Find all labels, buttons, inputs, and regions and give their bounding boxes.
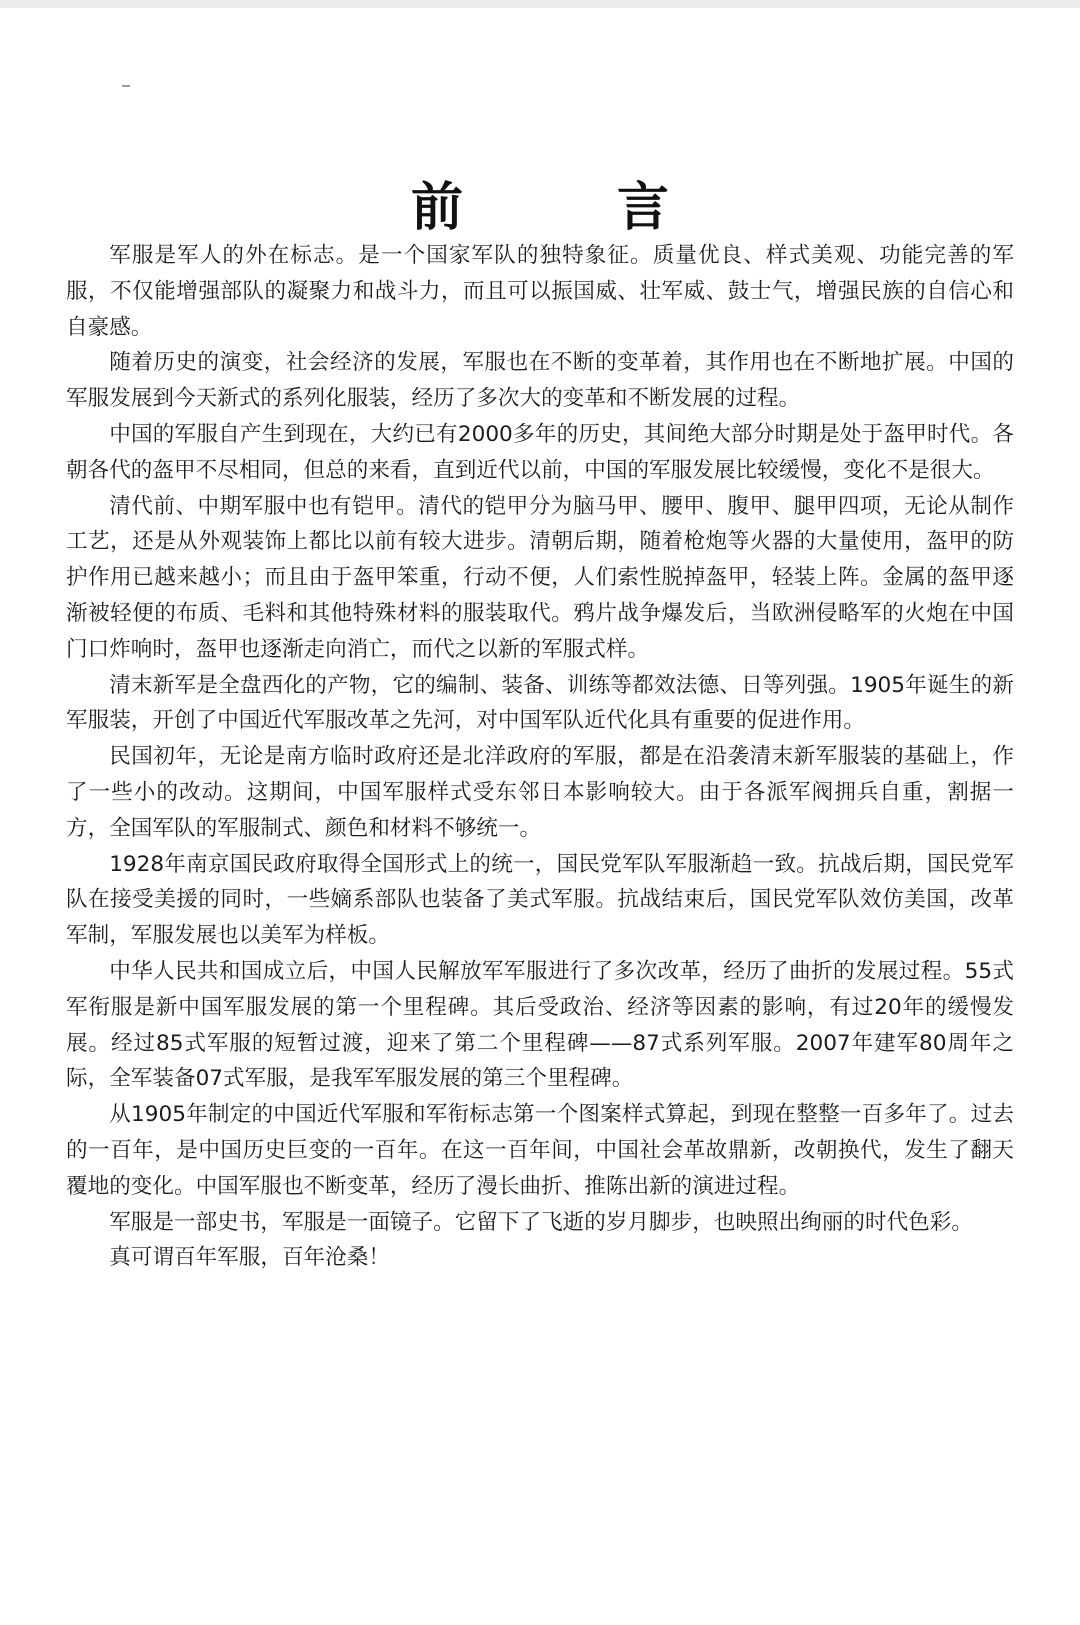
paragraph: 随着历史的演变，社会经济的发展，军服也在不断的变革着，其作用也在不断地扩展。中国的军服发展到今天新式的系列化服装，经历了多次大的变革和不断发展的过程。 bbox=[66, 350, 1014, 412]
preface-body bbox=[66, 238, 1014, 1276]
paragraph: 军服是一部史书，军服是一面镜子。它留下了飞逝的岁月脚步，也映照出绚丽的时代色彩。 bbox=[109, 1209, 973, 1235]
paragraph: 中国的军服自产生到现在，大约已有2000多年的历史，其间绝大部分时期是处于盔甲时代。各朝各代的盔甲不尽相同，但总的来看，直到近代以前，中国的军服发展比较缓慢，变化不是很大。 bbox=[66, 421, 1014, 483]
paragraph: 军服是军人的外在标志。是一个国家军队的独特象征。质量优良、样式美观、功能完善的军服，不仅能增强部队的凝聚力和战斗力，而且可以振国威、壮军威、鼓士气，增强民族的自信心和自豪感。 bbox=[66, 243, 1014, 340]
paragraph: 清末新军是全盘西化的产物，它的编制、装备、训练等都效法德、日等列强。1905年诞生的新军服装，开创了中国近代军服改革之先河，对中国军队近代化具有重要的促进作用。 bbox=[66, 672, 1014, 734]
paragraph: 从1905年制定的中国近代军服和军衔标志第一个图案样式算起，到现在整整一百多年了。过去的一百年，是中国历史巨变的一百年。在这一百年间，中国社会革故鼎新，改朝换代，发生了翻天覆地的变化。中国军服也不断变革，经历了漫长曲折、推陈出新的演进过程。 bbox=[66, 1102, 1014, 1199]
paragraph: 民国初年，无论是南方临时政府还是北洋政府的军服，都是在沿袭清末新军服装的基础上，作了一些小的改动。这期间，中国军服样式受东邻日本影响较大。由于各派军阀拥兵自重，割据一方，全国军队的军服制式、颜色和材料不够统一。 bbox=[66, 744, 1014, 841]
paragraph: 中华人民共和国成立后，中国人民解放军军服进行了多次改革，经历了曲折的发展过程。55式军衔服是新中国军服发展的第一个里程碑。其后受政治、经济等因素的影响，有过20年的缓慢发展。经过85式军服的短暂过渡，迎来了第二个里程碑——87式系列军服。2007年建军80周年之际，全军装备07式军服，是我军军服发展的第三个里程碑。 bbox=[66, 958, 1014, 1092]
paragraph: 真可谓百年军服，百年沧桑！ bbox=[109, 1245, 390, 1271]
paragraph: 1928年南京国民政府取得全国形式上的统一，国民党军队军服渐趋一致。抗战后期，国民党军队在接受美援的同时，一些嫡系部队也装备了美式军服。抗战结束后，国民党军队效仿美国，改革军制，军服发展也以美军为样板。 bbox=[66, 851, 1014, 949]
scan-speck bbox=[122, 85, 130, 87]
paragraph: 清代前、中期军服中也有铠甲。清代的铠甲分为脑马甲、腰甲、腹甲、腿甲四项，无论从制作工艺，还是从外观装饰上都比以前有较大进步。清朝后期，随着枪炮等火器的大量使用，盔甲的防护作用已越来越小；而且由于盔甲笨重，行动不便，人们索性脱掉盔甲，轻装上阵。金属的盔甲逐渐被轻便的布质、毛料和其他特殊材料的服装取代。鸦片战争爆发后，当欧洲侵略军的火炮在中国门口炸响时，盔甲也逐渐走向消亡，而代之以新的军服式样。 bbox=[66, 493, 1014, 662]
page-title: 前 言 bbox=[410, 176, 738, 238]
